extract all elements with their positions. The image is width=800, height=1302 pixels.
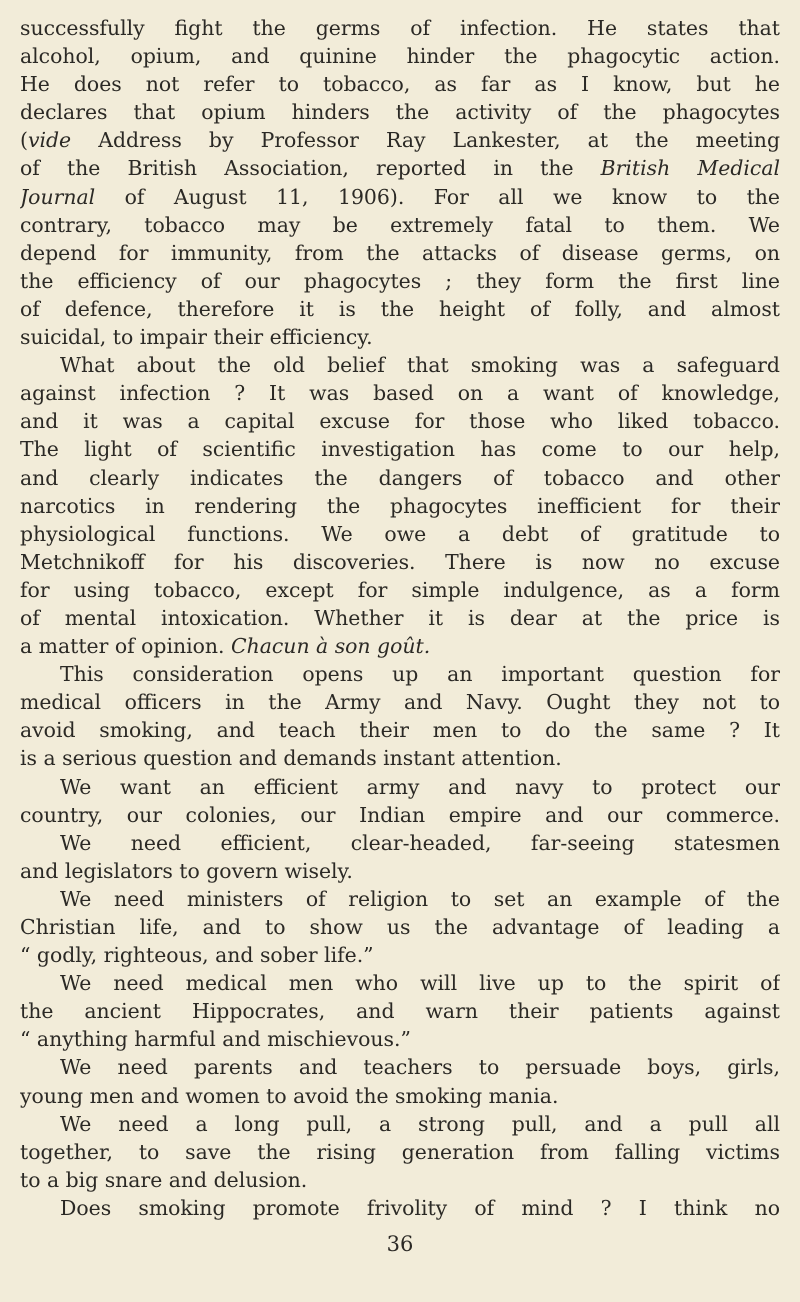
text-line: We need ministers of religion to set an example of the (60, 886, 780, 911)
text-line (20, 632, 780, 660)
text-run: Address by Professor Ray Lankester, at the meeting (71, 128, 780, 153)
text-line: the ancient Hippocrates, and warn their patients against (20, 999, 780, 1024)
text-line: physiological functions. We owe a debt of gratitude to (20, 521, 780, 546)
text-line (20, 183, 780, 211)
text-line: and legislators to govern wisely. (20, 858, 353, 883)
text-line: country, our colonies, our Indian empire and our commerce. (20, 802, 780, 827)
text-line: We need parents and teachers to persuade boys, girls, (60, 1055, 780, 1080)
italic-phrase: Journal (20, 184, 96, 209)
text-line: suicidal, to impair their efficiency. (20, 325, 373, 350)
text-line: What about the old belief that smoking was a safeguard (60, 353, 780, 378)
text-line: We need medical men who will live up to the spirit of (60, 971, 780, 996)
text-line: is a serious question and demands instant attention. (20, 746, 562, 771)
text-line: medical officers in the Army and Navy. Ought they not to (20, 690, 780, 715)
italic-phrase: Chacun à son goût. (231, 634, 431, 659)
text-line: Does smoking promote frivolity of mind ? I think no (60, 1195, 780, 1220)
text-line: “ anything harmful and mischievous.” (20, 1027, 411, 1052)
text-line: We need a long pull, a strong pull, and a pull all (60, 1111, 780, 1136)
text-line: young men and women to avoid the smoking mania. (20, 1083, 559, 1108)
text-line: for using tobacco, except for simple indulgence, as a form (20, 577, 780, 602)
text-line: “ godly, righteous, and sober life.” (20, 943, 374, 968)
text-line: He does not refer to tobacco, as far as I know, but he (20, 72, 780, 97)
text-run: of August 11, 1906). For all we know to the (95, 184, 780, 209)
text-line: Metchnikoff for his discoveries. There is now no excuse (20, 549, 780, 574)
italic-phrase: vide (27, 128, 72, 153)
text-line: of mental intoxication. Whether it is dear at the price is (20, 605, 780, 630)
text-line: narcotics in rendering the phagocytes inefficient for their (20, 493, 780, 518)
text-line: We want an efficient army and navy to protect our (60, 774, 780, 799)
text-line: against infection ? It was based on a want of knowledge, (20, 381, 780, 406)
page-number: 36 (386, 1232, 414, 1256)
text-line: depend for immunity, from the attacks of disease germs, on (20, 240, 780, 265)
text-line: avoid smoking, and teach their men to do the same ? It (20, 718, 780, 743)
text-line: alcohol, opium, and quinine hinder the phagocytic action. (20, 44, 780, 69)
text-line: of defence, therefore it is the height of folly, and almost (20, 296, 780, 321)
text-run: ( (20, 128, 28, 153)
text-line (20, 126, 780, 154)
text-line: The light of scientific investigation has come to our help, (20, 437, 780, 462)
page-body (20, 14, 780, 1222)
text-run: a matter of opinion. (20, 634, 231, 659)
text-line: contrary, tobacco may be extremely fatal to them. We (20, 212, 780, 237)
text-line: and it was a capital excuse for those who liked tobacco. (20, 409, 780, 434)
text-line: This consideration opens up an important question for (60, 662, 780, 687)
text-line: to a big snare and delusion. (20, 1167, 308, 1192)
text-line: together, to save the rising generation from falling victims (20, 1139, 780, 1164)
text-line: the efficiency of our phagocytes ; they form the first line (20, 268, 780, 293)
text-line: declares that opium hinders the activity of the phagocytes (20, 100, 780, 125)
text-line: Christian life, and to show us the advantage of leading a (20, 915, 780, 939)
text-line: successfully fight the germs of infection. He states that (20, 16, 780, 40)
text-run: of the British Association, reported in the (20, 156, 601, 181)
text-line: We need efficient, clear-headed, far-seeing statesmen (60, 830, 780, 855)
italic-phrase: British Medical (600, 156, 780, 181)
text-line (20, 154, 780, 182)
text-line: and clearly indicates the dangers of tobacco and other (20, 465, 780, 490)
